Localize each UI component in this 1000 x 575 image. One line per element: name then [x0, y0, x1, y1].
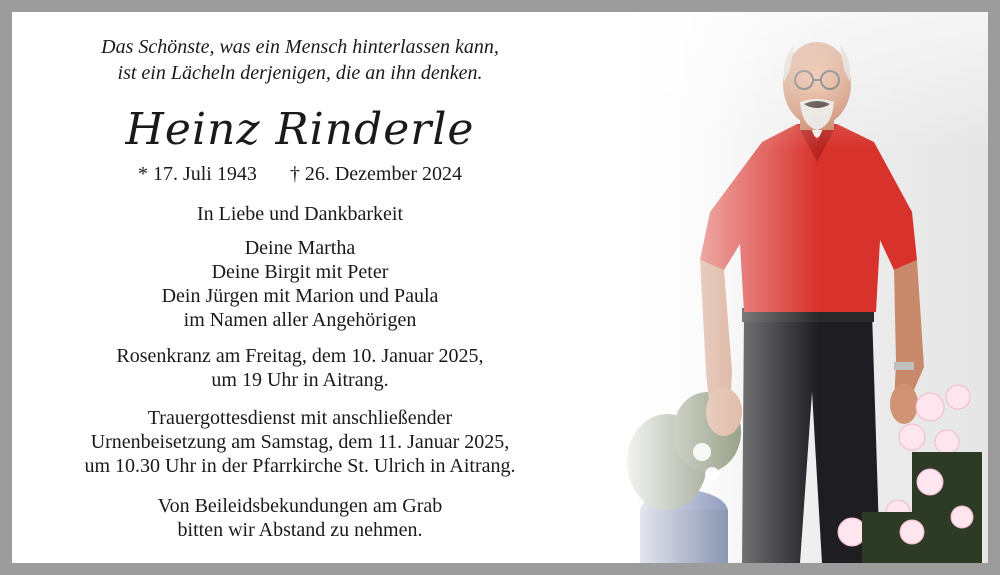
service-line: um 10.30 Uhr in der Pfarrkirche St. Ulrich in Aitrang. — [84, 455, 516, 477]
family-member: im Namen aller Angehörigen — [183, 309, 417, 331]
rosary-line: um 19 Uhr in Aitrang. — [211, 369, 389, 391]
thanks-text: In Liebe und Dankbarkeit — [196, 203, 404, 225]
service-line: Urnenbeisetzung am Samstag, dem 11. Januar 2025, — [90, 431, 510, 453]
service-line: Trauergottesdienst mit anschließender — [147, 407, 453, 429]
quote-line: Das Schönste, was ein Mensch hinterlassen kann, — [101, 36, 499, 58]
rosary-info — [12, 344, 588, 392]
death-date: † 26. Dezember 2024 — [289, 163, 463, 185]
memorial-quote — [12, 34, 588, 86]
life-dates — [12, 162, 588, 186]
quote-line: ist ein Lächeln derjenigen, die an ihn denken. — [117, 62, 483, 84]
family-member: Deine Martha — [244, 237, 356, 259]
condolence-request — [12, 494, 588, 542]
funeral-service-info — [12, 406, 588, 478]
portrait-photo — [612, 12, 988, 563]
deceased-name: Heinz Rinderle — [125, 104, 475, 155]
request-line: Von Beileidsbekundungen am Grab — [157, 495, 443, 517]
notice-text — [12, 12, 588, 563]
family-member: Deine Birgit mit Peter — [211, 261, 389, 283]
rosary-line: Rosenkranz am Freitag, dem 10. Januar 2025, — [116, 345, 484, 367]
family-member: Dein Jürgen mit Marion und Paula — [161, 285, 439, 307]
thanks-line — [12, 202, 588, 226]
family-list — [12, 236, 588, 332]
request-line: bitten wir Abstand zu nehmen. — [177, 519, 423, 541]
birth-date: * 17. Juli 1943 — [137, 163, 257, 185]
